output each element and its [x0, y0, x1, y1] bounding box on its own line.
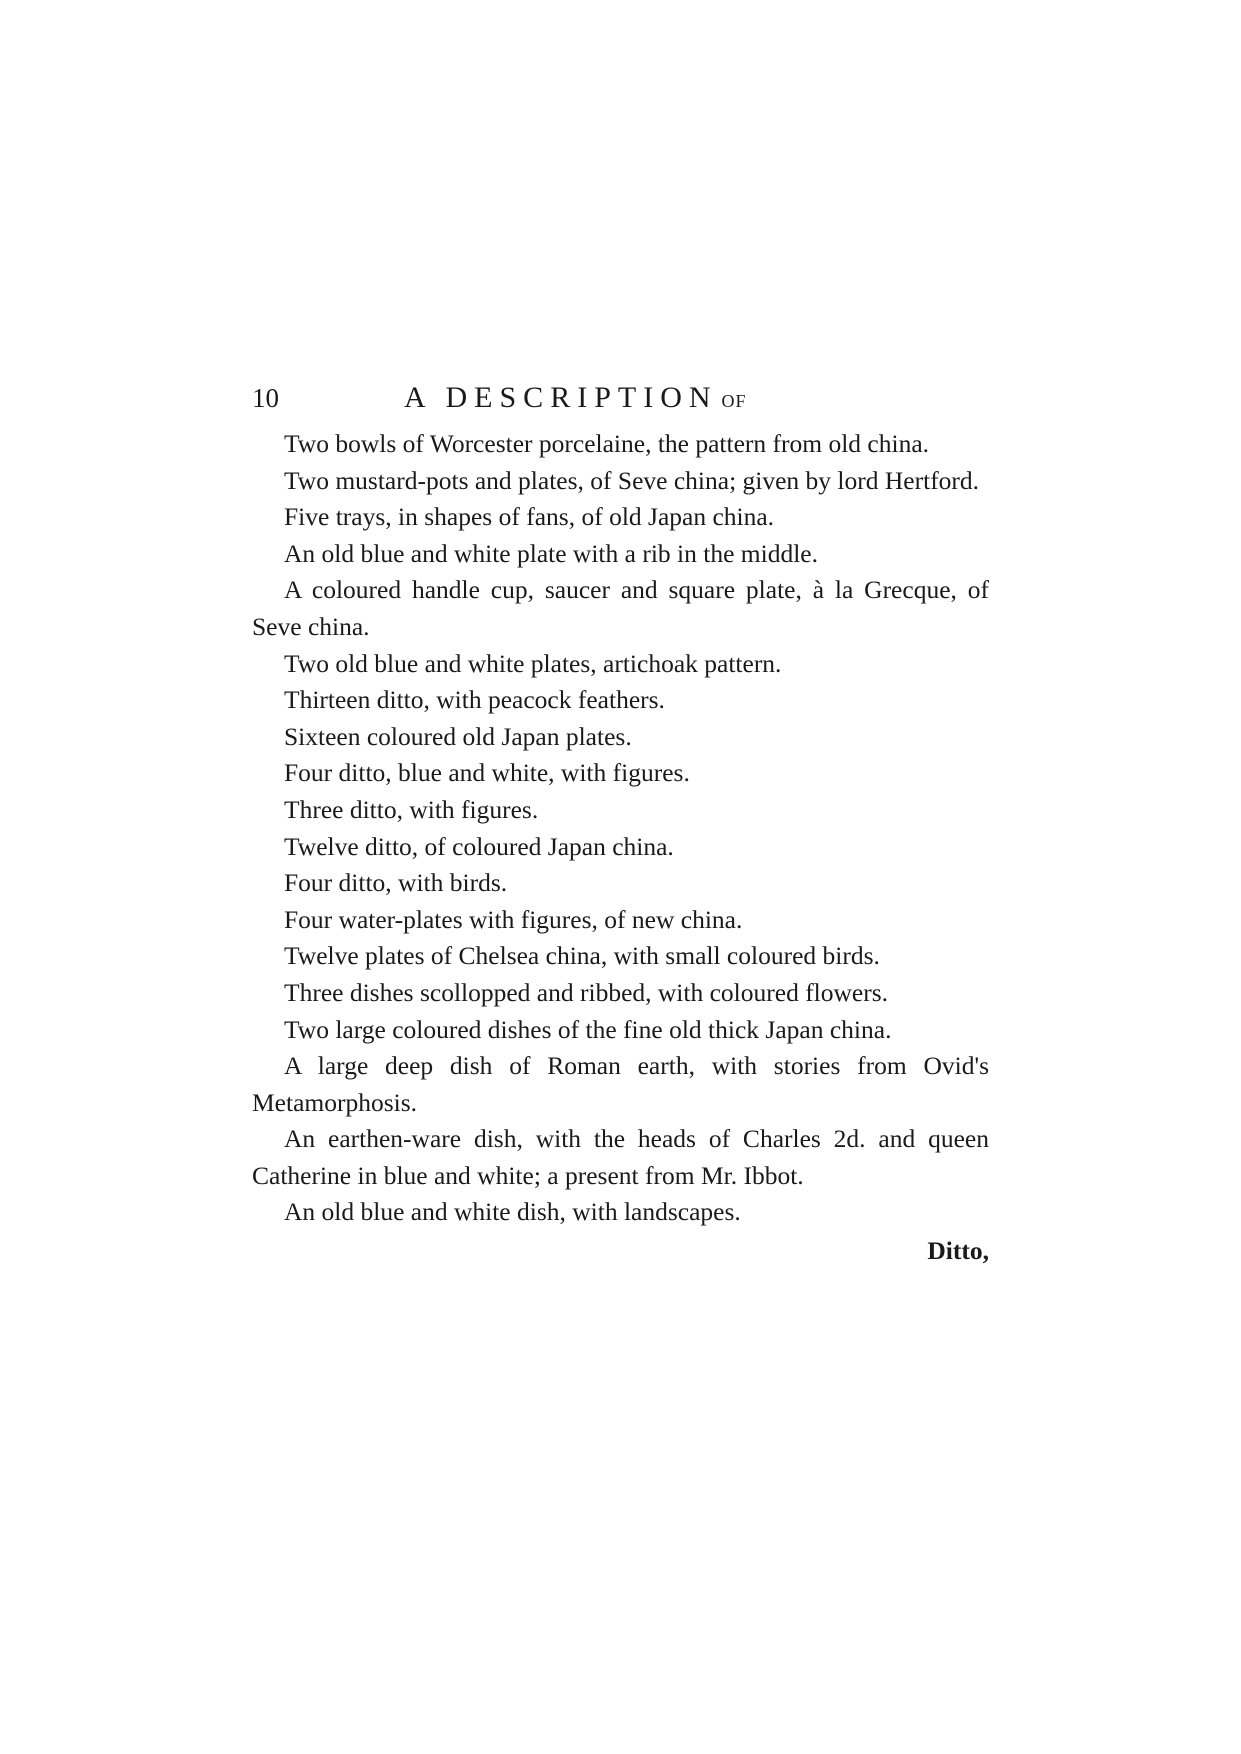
list-item: Two old blue and white plates, artichoak pattern.: [284, 648, 782, 678]
list-item: Two bowls of Worcester porcelaine, the pattern from old china.: [284, 429, 930, 458]
running-head: [252, 378, 989, 418]
list-item: Twelve ditto, of coloured Japan china.: [284, 831, 674, 861]
list-item: An old blue and white dish, with landscapes.: [284, 1197, 741, 1227]
page-number: 10: [252, 383, 279, 413]
list-item: A large deep dish of Roman earth, with stories from Ovid's Metamorphosis.: [252, 1051, 989, 1117]
list-item: Two large coloured dishes of the fine old thick Japan china.: [284, 1014, 892, 1044]
list-item: An earthen-ware dish, with the heads of Charles 2d. and queen Catherine in blue and white; a present from Mr. Ibbot.: [252, 1124, 989, 1190]
list-item: Twelve plates of Chelsea china, with small coloured birds.: [284, 941, 880, 971]
list-item: Three dishes scollopped and ribbed, with coloured flowers.: [284, 977, 889, 1007]
list-item: Sixteen coloured old Japan plates.: [284, 721, 632, 751]
list-item: Three ditto, with figures.: [284, 794, 539, 824]
list-item: Four water-plates with figures, of new china.: [284, 904, 743, 934]
catchword: Ditto,: [927, 1236, 989, 1266]
list-item: A coloured handle cup, saucer and square plate, à la Grecque, of Seve china.: [252, 575, 989, 641]
list-item: An old blue and white plate with a rib in the middle.: [284, 538, 818, 568]
running-title-main: A DESCRIPTION: [404, 381, 718, 414]
list-item: Five trays, in shapes of fans, of old Japan china.: [284, 502, 775, 532]
list-item: Two mustard-pots and plates, of Seve china; given by lord Hertford.: [284, 465, 980, 495]
list-item: Four ditto, with birds.: [284, 868, 508, 898]
list-item: Four ditto, blue and white, with figures.: [284, 758, 690, 788]
running-title: [404, 378, 747, 421]
running-title-suffix: OF: [721, 391, 747, 411]
entry-list: [252, 426, 989, 1231]
list-item: Thirteen ditto, with peacock feathers.: [284, 685, 665, 715]
text-block: [252, 378, 989, 1270]
